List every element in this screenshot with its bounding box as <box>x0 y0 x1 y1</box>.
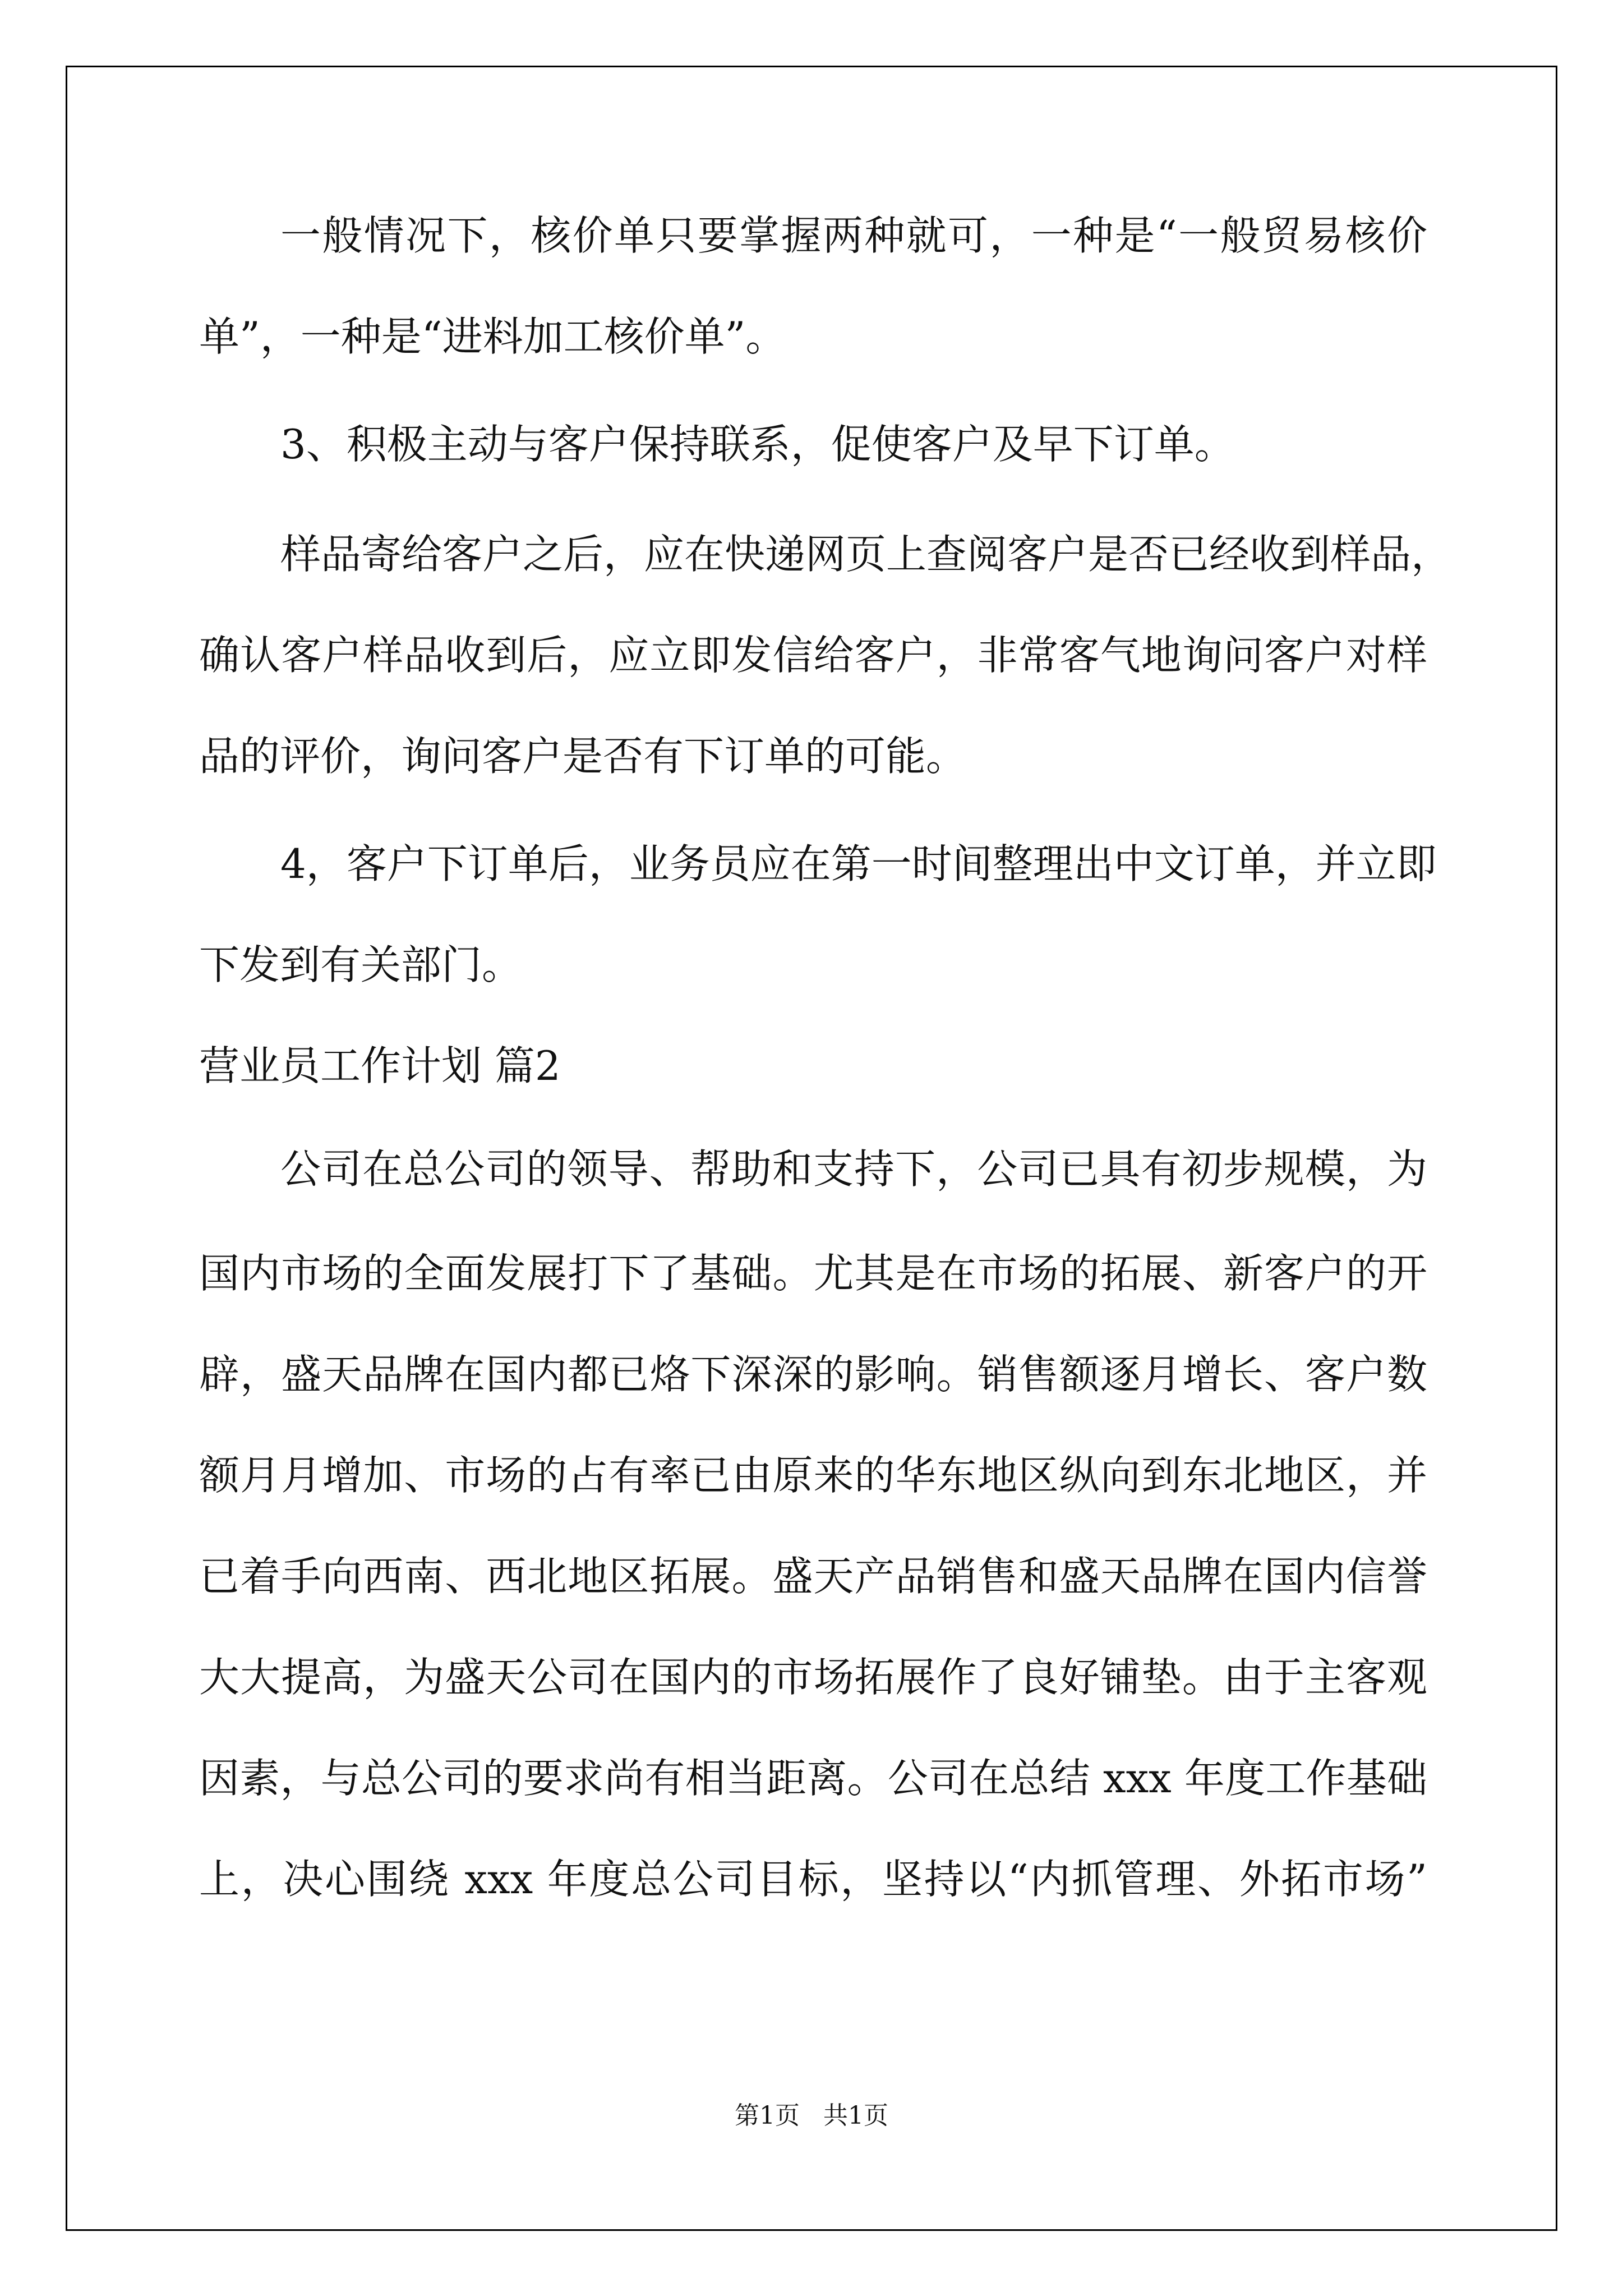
paragraph-line: 单”，一种是“进料加工核价单”。 <box>199 313 786 360</box>
paragraph-line: 额月月增加、市场的占有率已由原来的华东地区纵向到东北地区，并 <box>199 1452 1427 1499</box>
paragraph-line: 上，决心围绕 xxx 年度总公司目标，坚持以“内抓管理、外拓市场” <box>199 1856 1427 1903</box>
page-number-footer: 第1页 共1页 <box>735 2101 888 2130</box>
paragraph-line: 辟，盛天品牌在国内都已烙下深深的影响。销售额逐月增长、客户数 <box>199 1351 1427 1398</box>
paragraph-line: 样品寄给客户之后，应在快递网页上查阅客户是否已经收到样品， <box>280 531 1452 578</box>
paragraph-line: 品的评价，询问客户是否有下订单的可能。 <box>199 733 967 780</box>
paragraph-line: 国内市场的全面发展打下了基础。尤其是在市场的拓展、新客户的开 <box>199 1250 1427 1297</box>
paragraph-line: 公司在总公司的领导、帮助和支持下，公司已具有初步规模，为 <box>280 1145 1427 1193</box>
paragraph-line: 已着手向西南、西北地区拓展。盛天产品销售和盛天品牌在国内信誉 <box>199 1553 1427 1600</box>
list-item-4: 4，客户下订单后，业务员应在第一时间整理出中文订单，并立即 <box>280 840 1437 887</box>
paragraph-line: 因素，与总公司的要求尚有相当距离。公司在总结 xxx 年度工作基础 <box>199 1755 1427 1802</box>
section-heading: 营业员工作计划 篇2 <box>199 1042 561 1089</box>
list-item-3: 3、积极主动与客户保持联系，促使客户及早下订单。 <box>280 421 1235 468</box>
paragraph-line: 确认客户样品收到后，应立即发信给客户，非常客气地询问客户对样 <box>199 632 1427 679</box>
paragraph-line: 一般情况下，核价单只要掌握两种就可，一种是“一般贸易核价 <box>280 212 1427 259</box>
paragraph-line: 下发到有关部门。 <box>199 941 523 988</box>
paragraph-line: 大大提高，为盛天公司在国内的市场拓展作了良好铺垫。由于主客观 <box>199 1654 1427 1701</box>
